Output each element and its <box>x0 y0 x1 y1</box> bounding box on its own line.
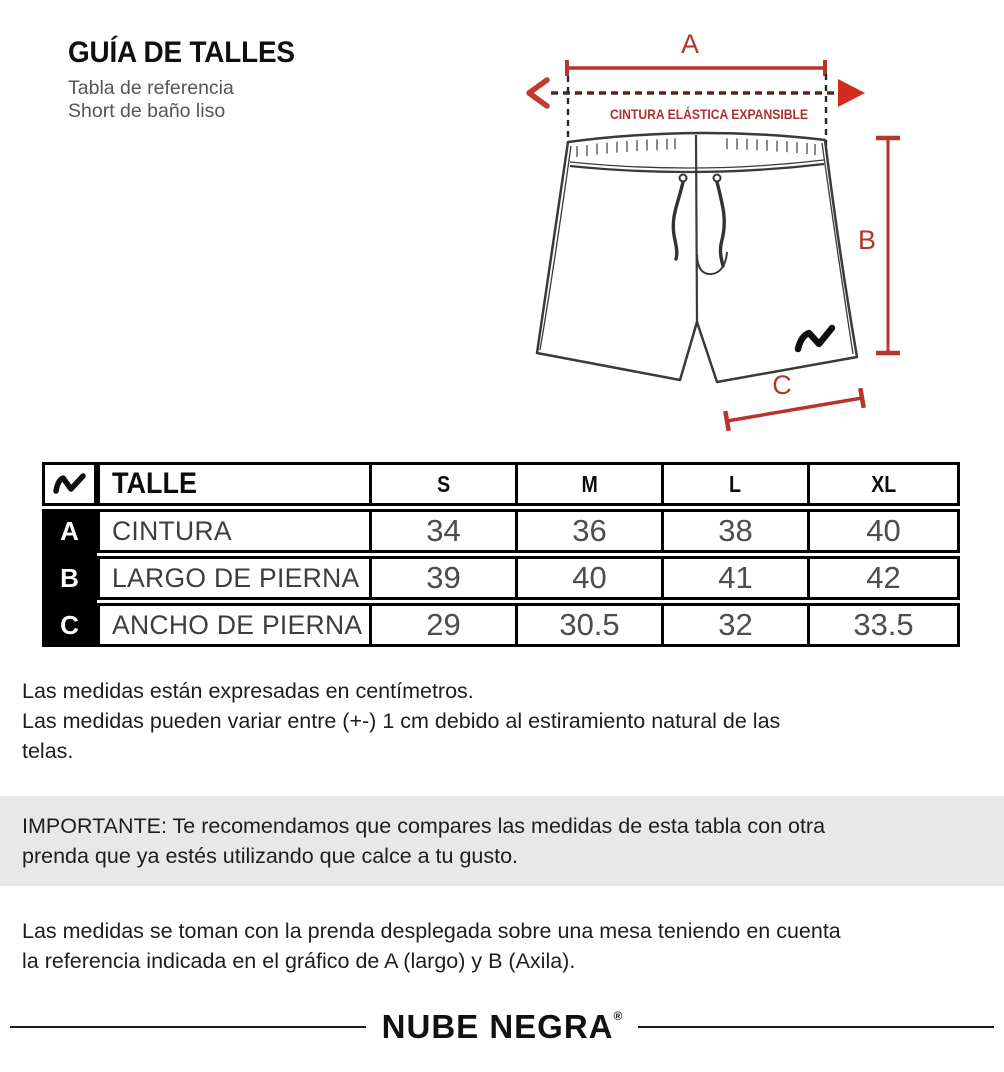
row-label: CINTURA <box>112 515 232 546</box>
waistband-note: CINTURA ELÁSTICA EXPANSIBLE <box>610 107 808 122</box>
row-label-cell <box>100 512 372 550</box>
size-table-body <box>97 462 960 647</box>
subtitle-line-2: Short de baño liso <box>68 100 226 122</box>
row-label-cell <box>100 559 372 597</box>
value-cell <box>810 512 957 550</box>
registered-mark: ® <box>613 1009 623 1023</box>
value-cell <box>372 606 518 644</box>
footer-rule-left <box>10 1026 366 1028</box>
note-tolerance-line-2: telas. <box>22 739 74 763</box>
value-cell <box>518 606 664 644</box>
measure-a-label: A <box>680 29 700 59</box>
value-cell <box>372 559 518 597</box>
row-label-cell <box>100 606 372 644</box>
value-cell <box>664 512 810 550</box>
table-row-ancho-de-pierna <box>97 603 960 647</box>
row-label: LARGO DE PIERNA <box>112 562 360 593</box>
table-row-cintura <box>97 509 960 553</box>
col-header-label: TALLE <box>112 467 197 500</box>
table-header-row <box>97 462 960 506</box>
row-label: ANCHO DE PIERNA <box>112 609 363 640</box>
note-tolerance-line-1: Las medidas pueden variar entre (+-) 1 cm debido al estiramiento natural de las <box>22 709 781 733</box>
header-cell-s <box>372 465 518 503</box>
method-note <box>22 916 841 976</box>
size-table-letter-column <box>42 462 97 647</box>
measure-b-label: B <box>857 225 877 255</box>
value: 42 <box>866 560 901 595</box>
value-cell <box>810 559 957 597</box>
size-table <box>42 462 960 647</box>
brand-wordmark <box>382 1008 623 1046</box>
value: 29 <box>426 607 461 642</box>
value: 41 <box>718 560 753 595</box>
important-note-box <box>0 796 1004 886</box>
row-letter-b: B <box>60 562 79 593</box>
subtitle-line-1: Tabla de referencia <box>68 77 234 99</box>
value: 32 <box>718 607 753 642</box>
center-seam <box>696 135 697 322</box>
value: 39 <box>426 560 461 595</box>
value: 33.5 <box>853 607 914 642</box>
value: 30.5 <box>559 607 620 642</box>
measure-c-line <box>727 398 862 421</box>
page-title: GUÍA DE TALLES <box>68 36 295 69</box>
value-cell <box>664 559 810 597</box>
size-l-label: L <box>729 470 742 497</box>
brand-name: NUBE NEGRA <box>381 1008 614 1045</box>
size-m-label: M <box>581 470 598 497</box>
important-line-1: IMPORTANTE: Te recomendamos que compares las medidas de esta tabla con otra <box>22 814 826 838</box>
value: 40 <box>572 560 607 595</box>
shorts-measurement-diagram <box>505 12 905 442</box>
value: 38 <box>718 513 753 548</box>
header-cell-m <box>518 465 664 503</box>
method-line-1: Las medidas se toman con la prenda desplegada sobre una mesa teniendo en cuenta <box>22 919 841 943</box>
brand-footer <box>0 1002 1004 1052</box>
expansible-left-arrow-icon <box>529 80 547 106</box>
value-cell <box>518 559 664 597</box>
row-letter-a: A <box>60 515 79 546</box>
value: 40 <box>866 513 901 548</box>
expansible-right-arrow-icon <box>838 79 865 107</box>
value: 36 <box>572 513 607 548</box>
header-cell-talle <box>100 465 372 503</box>
footer-rule-right <box>638 1026 994 1028</box>
important-line-2: prenda que ya estés utilizando que calce a tu gusto. <box>22 844 519 868</box>
note-cm-line: Las medidas están expresadas en centímetros. <box>22 679 474 703</box>
measure-c-label: C <box>772 370 792 400</box>
row-letter-c: C <box>60 609 79 640</box>
value-cell <box>810 606 957 644</box>
method-line-2: la referencia indicada en el gráfico de A (largo) y B (Axila). <box>22 949 576 973</box>
value-cell <box>518 512 664 550</box>
page-subtitle <box>68 77 312 123</box>
zigzag-brand-mark-icon <box>52 472 88 496</box>
header-cell-xl <box>810 465 957 503</box>
value: 34 <box>426 513 461 548</box>
size-xl-label: XL <box>871 470 896 497</box>
measurement-notes <box>22 676 780 766</box>
value-cell <box>664 606 810 644</box>
value-cell <box>372 512 518 550</box>
size-s-label: S <box>436 470 451 497</box>
table-logo-cell <box>42 462 97 506</box>
header-cell-l <box>664 465 810 503</box>
table-row-largo-de-pierna <box>97 556 960 600</box>
header <box>68 36 312 123</box>
row-letter-block <box>42 509 97 647</box>
